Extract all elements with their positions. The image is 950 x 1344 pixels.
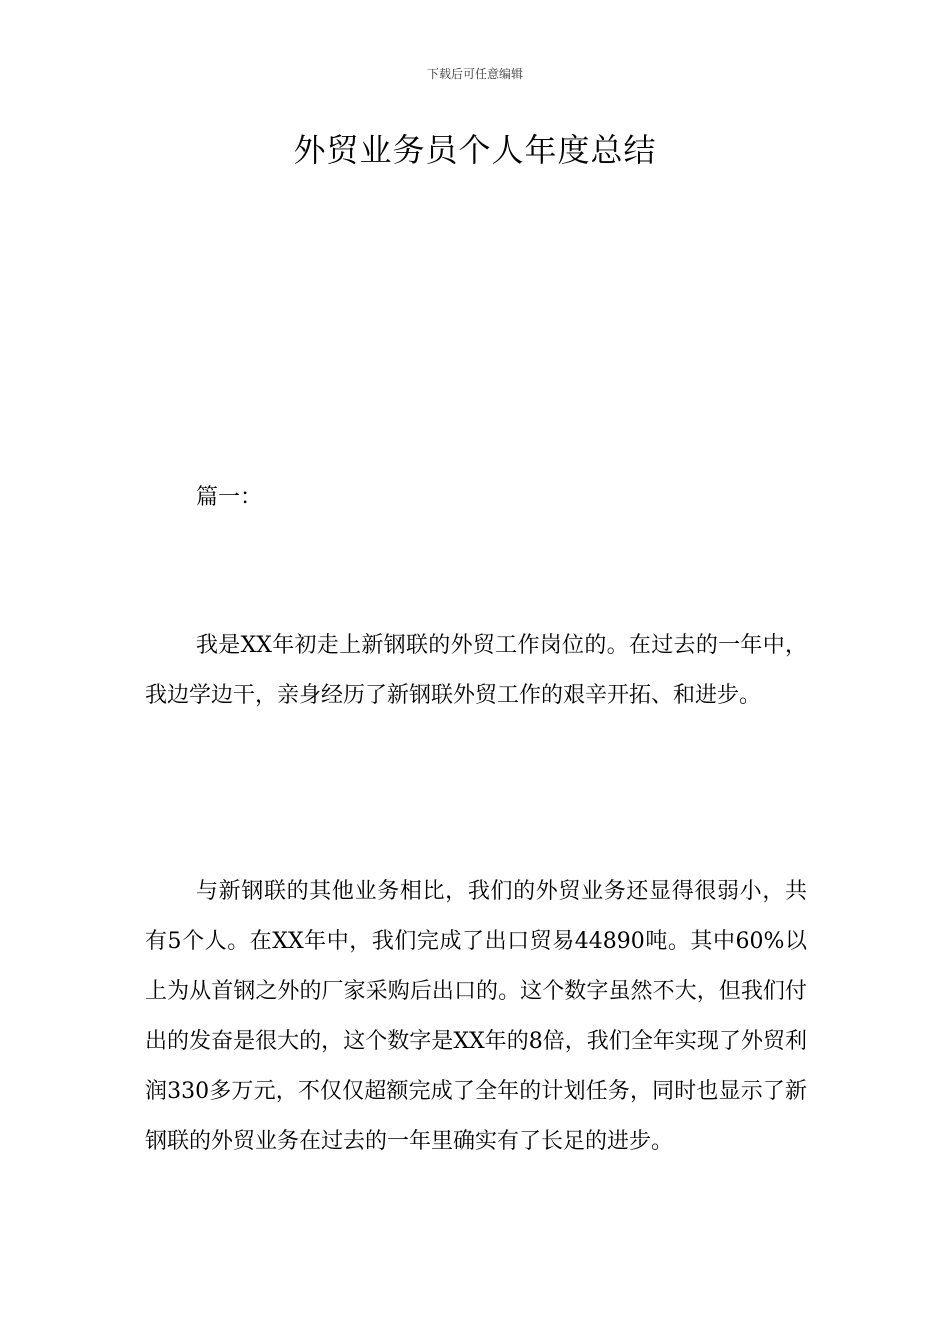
document-title: 外贸业务员个人年度总结 [293, 131, 657, 169]
body-paragraph-1: 我是XX年初走上新钢联的外贸工作岗位的。在过去的一年中，我边学边干，亲身经历了新钢联外贸工作的艰辛开拓、和进步。 [145, 633, 807, 708]
section-heading: 篇一： [196, 485, 263, 510]
header-note: 下载后可任意编辑 [426, 67, 523, 81]
body-paragraph-2: 与新钢联的其他业务相比，我们的外贸业务还显得很弱小，共有5个人。在XX年中，我们完成了出口贸易44890吨。其中60%以上为从首钢之外的厂家采购后出口的。这个数字虽然不大，但我们付出的发奋是很大的，这个数字是XX年的8倍，我们全年实现了外贸利润330多万元，不仅仅超额完成了全年的计划任务，同时也显示了新钢联的外贸业务在过去的一年里确实有了长足的进步。 [145, 879, 807, 1154]
